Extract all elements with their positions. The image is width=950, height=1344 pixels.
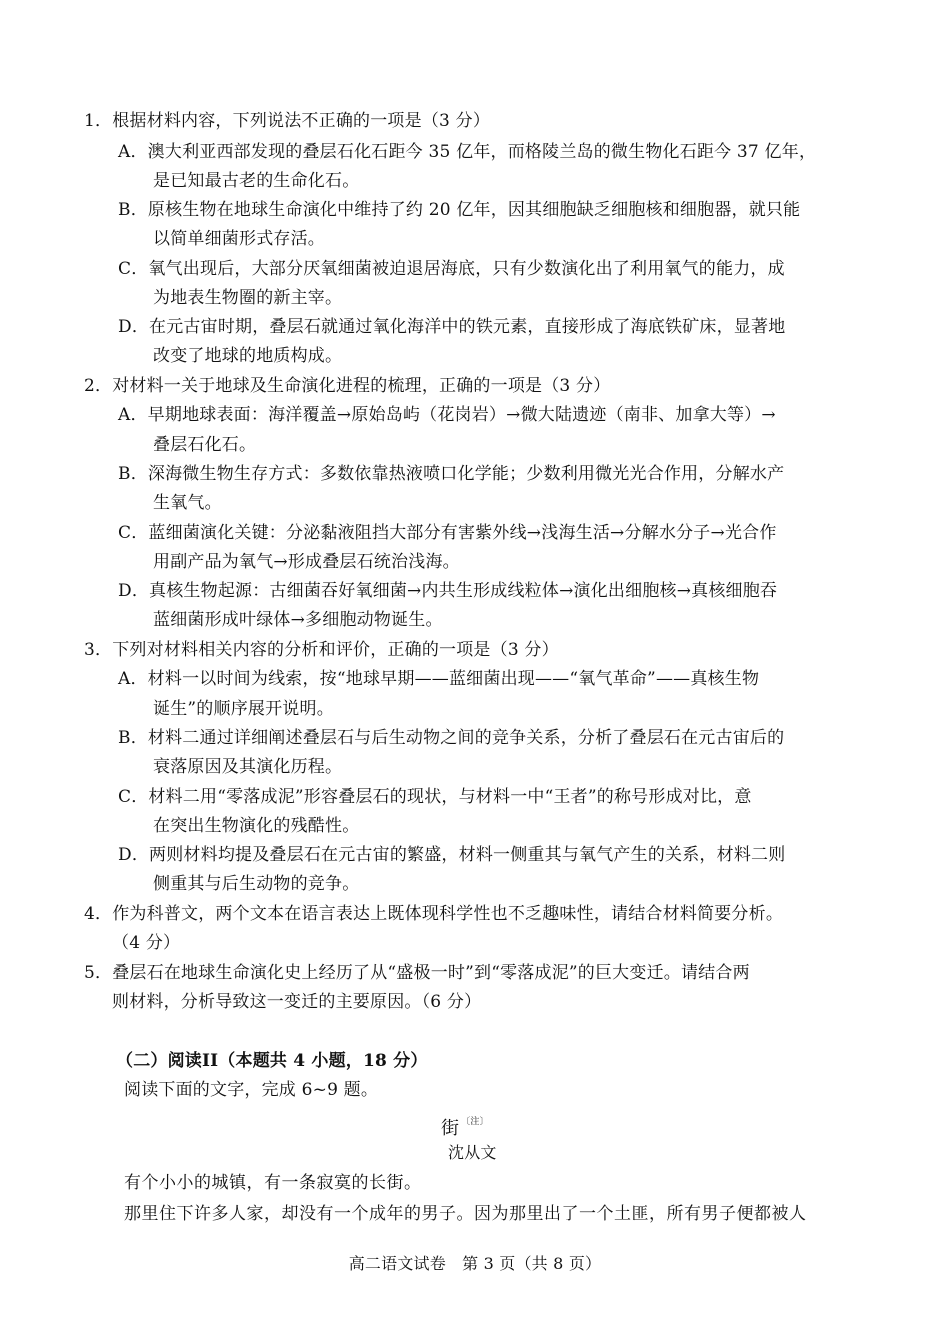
- q1-option-b-cont: 以简单细菌形式存活。: [153, 229, 325, 249]
- q2-stem: 2．对材料一关于地球及生命演化进程的梳理，正确的一项是（3 分）: [84, 376, 611, 396]
- q2-option-d-cont: 蓝细菌形成叶绿体→多细胞动物诞生。: [153, 610, 443, 630]
- q1-option-c: C．氧气出现后，大部分厌氧细菌被迫退居海底，只有少数演化出了利用氧气的能力，成: [118, 259, 785, 279]
- q2-option-b-cont: 生氧气。: [153, 493, 222, 513]
- q1-option-d-cont: 改变了地球的地质构成。: [153, 346, 343, 366]
- q3-option-b-cont: 衰落原因及其演化历程。: [153, 757, 343, 777]
- section-heading: （二）阅读II（本题共 4 小题，18 分）: [116, 1051, 428, 1071]
- q3-option-c: C．材料二用“零落成泥”形容叠层石的现状，与材料一中“王者”的称号形成对比，意: [118, 787, 752, 807]
- story-paragraph-1: 有个小小的城镇，有一条寂寞的长街。: [124, 1173, 422, 1193]
- q1-option-c-cont: 为地表生物圈的新主宰。: [153, 288, 343, 308]
- q5-stem: 5．叠层石在地球生命演化史上经历了从“盛极一时”到“零落成泥”的巨大变迁。请结合两: [84, 963, 750, 983]
- q3-option-d-cont: 侧重其与后生动物的竞争。: [153, 874, 360, 894]
- q1-option-d: D．在元古宙时期，叠层石就通过氧化海洋中的铁元素，直接形成了海底铁矿床，显著地: [118, 317, 786, 337]
- story-author: 沈从文: [448, 1143, 497, 1162]
- q3-option-d: D．两则材料均提及叠层石在元古宙的繁盛，材料一侧重其与氧气产生的关系，材料二则: [118, 845, 786, 865]
- q5-stem-cont: 则材料，分析导致这一变迁的主要原因。（6 分）: [112, 992, 482, 1012]
- q4-stem: 4．作为科普文，两个文本在语言表达上既体现科学性也不乏趣味性，请结合材料简要分析。: [84, 904, 784, 924]
- q3-stem: 3．下列对材料相关内容的分析和评价，正确的一项是（3 分）: [84, 640, 559, 660]
- story-title-text: 街: [441, 1118, 460, 1139]
- q2-option-c-cont: 用副产品为氧气→形成叠层石统治浅海。: [153, 552, 460, 572]
- q2-option-a: A．早期地球表面：海洋覆盖→原始岛屿（花岗岩）→微大陆遗迹（南非、加拿大等）→: [118, 405, 776, 425]
- section-intro: 阅读下面的文字，完成 6~9 题。: [124, 1080, 379, 1100]
- q2-option-d: D．真核生物起源：古细菌吞好氧细菌→内共生形成线粒体→演化出细胞核→真核细胞吞: [118, 581, 778, 601]
- q2-option-a-cont: 叠层石化石。: [153, 435, 257, 455]
- q4-score: （4 分）: [112, 933, 181, 953]
- story-paragraph-2: 那里住下许多人家，却没有一个成年的男子。因为那里出了一个土匪，所有男子便都被人: [124, 1204, 807, 1224]
- q3-option-b: B．材料二通过详细阐述叠层石与后生动物之间的竞争关系，分析了叠层石在元古宙后的: [118, 728, 785, 748]
- q3-option-a: A．材料一以时间为线索，按“地球早期——蓝细菌出现——“氧气革命”——真核生物: [118, 669, 760, 689]
- q1-option-a: A．澳大利亚西部发现的叠层石化石距今 35 亿年，而格陵兰岛的微生物化石距今 37 亿年，: [118, 142, 817, 162]
- q1-option-b: B．原核生物在地球生命演化中维持了约 20 亿年，因其细胞缺乏细胞核和细胞器，就只能: [118, 200, 801, 220]
- q1-option-a-cont: 是已知最古老的生命化石。: [153, 171, 360, 191]
- q1-stem: 1．根据材料内容，下列说法不正确的一项是（3 分）: [84, 111, 491, 131]
- q3-option-a-cont: 诞生”的顺序展开说明。: [153, 699, 334, 719]
- q2-option-b: B．深海微生物生存方式：多数依靠热液喷口化学能；少数利用微光光合作用，分解水产: [118, 464, 785, 484]
- q3-option-c-cont: 在突出生物演化的残酷性。: [153, 816, 360, 836]
- q2-option-c: C．蓝细菌演化关键：分泌黏液阻挡大部分有害紫外线→浅海生活→分解水分子→光合作: [118, 523, 777, 543]
- page-footer: 高二语文试卷 第 3 页（共 8 页）: [348, 1254, 602, 1273]
- story-title: [441, 1111, 489, 1140]
- story-title-note: 〔注〕: [461, 1117, 489, 1127]
